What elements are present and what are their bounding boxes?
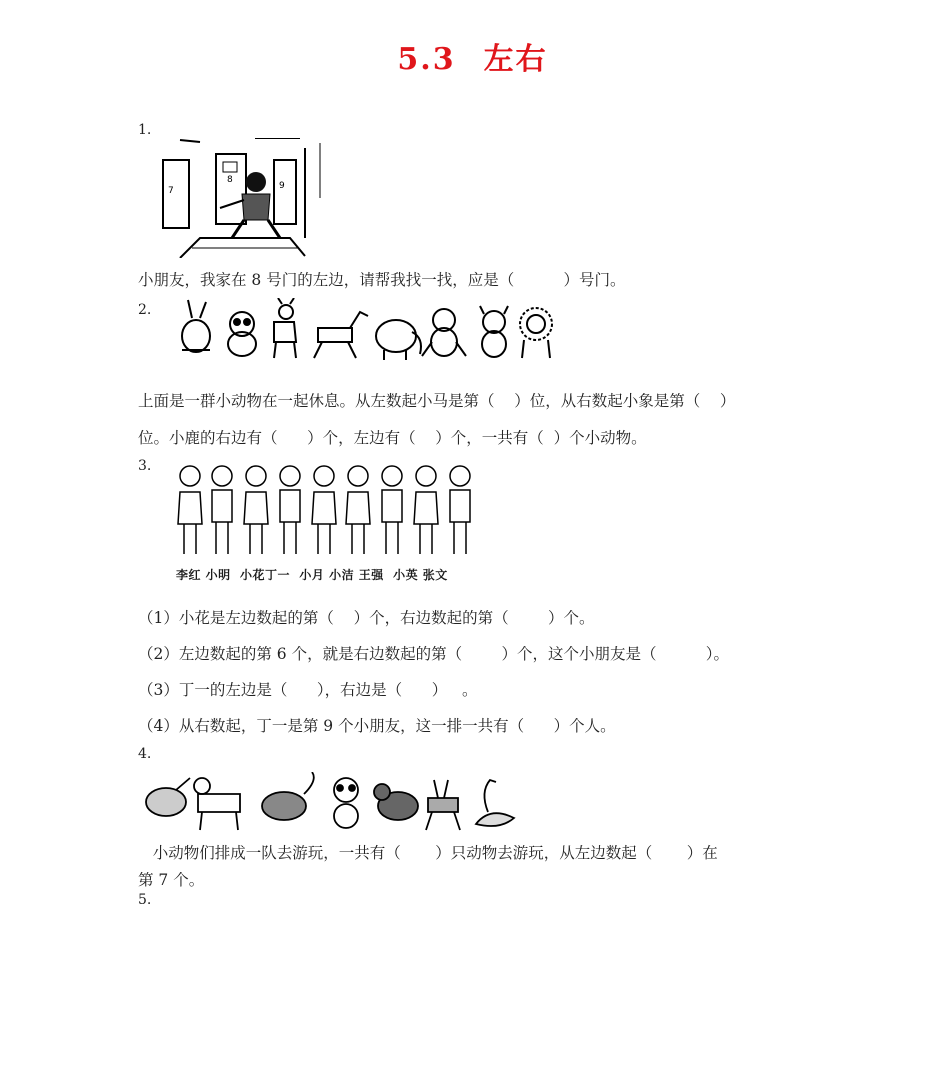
deer-figure xyxy=(274,298,296,358)
doors-illustration xyxy=(160,138,325,258)
door-7-label: 7 xyxy=(168,186,174,196)
horse-figure xyxy=(314,312,368,358)
monkey-figure xyxy=(422,309,466,356)
page-title xyxy=(0,34,945,78)
rabbit-figure xyxy=(146,778,190,816)
door-8-label: 8 xyxy=(227,175,233,185)
child-figure xyxy=(312,466,336,554)
door-9-label: 9 xyxy=(279,181,285,191)
question-3-item-2: （2）左边数起的第 6 个，就是右边数起的第（ ）个，这个小朋友是（ ）。 xyxy=(138,645,730,663)
panda-figure xyxy=(228,312,256,356)
child-figure xyxy=(382,466,402,554)
animals-queue-illustration xyxy=(140,772,520,834)
question-3-item-4: （4）从右数起，丁一是第 9 个小朋友，这一排一共有（ ）个人。 xyxy=(138,717,616,735)
child-figure xyxy=(178,466,202,554)
child-figure xyxy=(414,466,438,554)
question-2-line-1: 上面是一群小动物在一起休息。从左数起小马是第（ ）位，从右数起小象是第（ ） xyxy=(138,392,736,410)
elephant-figure xyxy=(376,320,421,360)
children-names: 李红 小明 小花丁一 小月 小洁 王强 小英 张文 xyxy=(176,568,448,582)
child-figure xyxy=(280,466,300,554)
question-2-line-2: 位。小鹿的右边有（ ）个，左边有（ ）个，一共有（ ）个小动物。 xyxy=(138,429,647,447)
question-3-item-1: （1）小花是左边数起的第（ ）个，右边数起的第（ ）个。 xyxy=(138,609,595,627)
resting-animals-illustration xyxy=(174,298,559,362)
panda-figure xyxy=(334,778,358,828)
question-4-line-1: 小动物们排成一队去游玩，一共有（ ）只动物去游玩，从左边数起（ ）在 xyxy=(138,844,718,862)
children-row-illustration xyxy=(174,462,484,558)
question-3-number: 3. xyxy=(138,458,152,474)
child-figure xyxy=(244,466,268,554)
bear-figure xyxy=(374,784,418,820)
deer-figure xyxy=(426,780,460,830)
tiger-figure xyxy=(480,306,508,357)
question-2-number: 2. xyxy=(138,302,152,318)
child-figure xyxy=(450,466,470,554)
child-figure xyxy=(212,466,232,554)
question-4-line-2: 第 7 个。 xyxy=(138,871,205,889)
title-text: 左右 xyxy=(483,42,548,77)
rabbit-figure xyxy=(182,300,210,352)
question-3-item-3: （3）丁一的左边是（ ），右边是（ ） 。 xyxy=(138,681,478,699)
question-1-number: 1. xyxy=(138,122,152,138)
question-5-number: 5. xyxy=(138,892,152,908)
cat-figure xyxy=(262,772,314,820)
question-1-text: 小朋友，我家在 8 号门的左边，请帮我找一找，应是（ ）号门。 xyxy=(138,271,626,289)
question-4-number: 4. xyxy=(138,746,152,762)
lion-figure xyxy=(520,308,552,358)
child-figure xyxy=(346,466,370,554)
swan-figure xyxy=(476,780,514,826)
dog-figure xyxy=(194,778,240,830)
title-number: 5.3 xyxy=(397,42,456,77)
